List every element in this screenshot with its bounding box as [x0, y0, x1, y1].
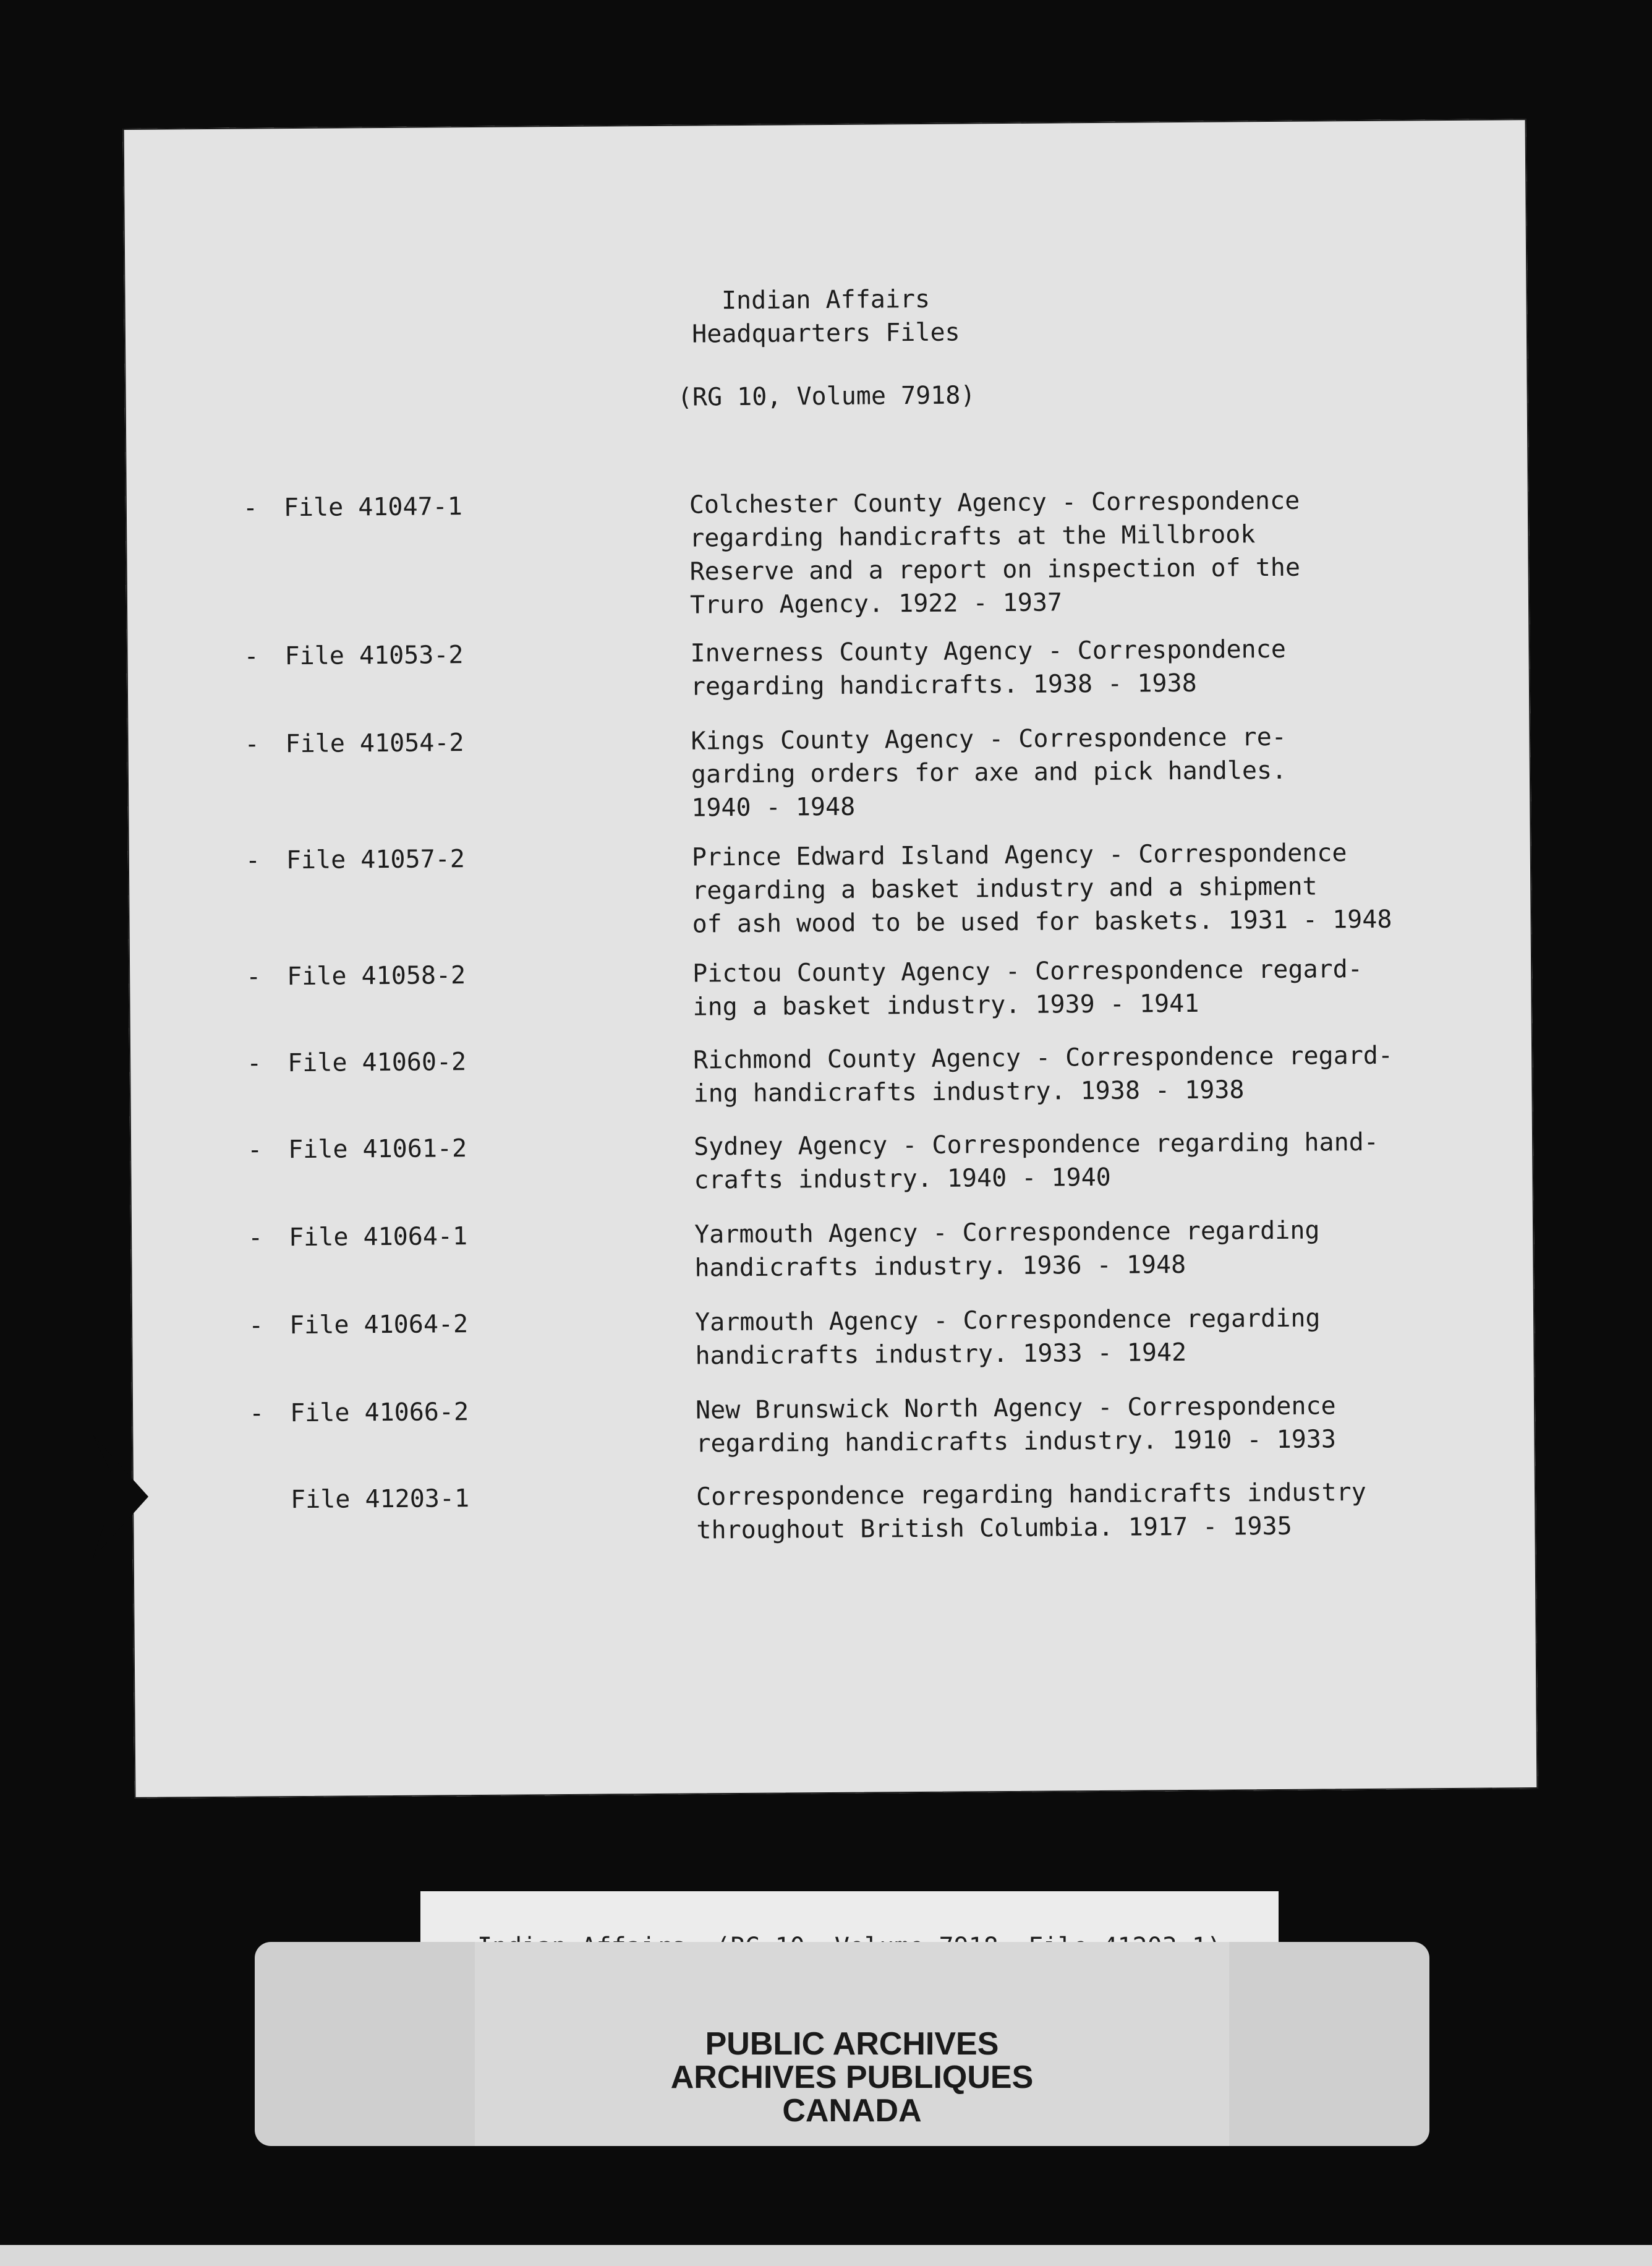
stamp-panel: [475, 1942, 1229, 2146]
entry-dash: -: [247, 1223, 263, 1252]
stamp-line-2: ARCHIVES PUBLIQUES: [670, 2059, 1034, 2095]
header-record-group: (RG 10, Volume 7918): [677, 381, 976, 412]
entry-dash: -: [247, 1049, 262, 1078]
file-description: Pictou County Agency - Correspondence regard- ing a basket industry. 1939 - 1941: [692, 954, 1363, 1022]
file-entry: [126, 631, 1530, 701]
entry-dash: -: [246, 962, 262, 991]
file-description: New Brunswick North Agency - Correspondence regarding handicrafts industry. 1910 - 1933: [695, 1392, 1337, 1458]
archives-stamp: [255, 1942, 1429, 2146]
stamp-text: [475, 2027, 1229, 2127]
stamp-line-1: PUBLIC ARCHIVES: [705, 2026, 999, 2062]
entry-dash: -: [242, 494, 258, 523]
file-number: File 41057-2: [286, 845, 466, 875]
entry-dash: -: [244, 642, 259, 671]
document-page: [123, 119, 1538, 1798]
file-number: File 41064-1: [288, 1222, 468, 1252]
file-entry-highlighted: [132, 1474, 1536, 1545]
file-description: Kings County Agency - Correspondence re- garding orders for axe and pick handles. 1940 - 1948: [691, 722, 1287, 823]
pointer-arrow-icon: [0, 1416, 161, 1577]
film-edge: [0, 2245, 1652, 2266]
file-entry: [130, 1124, 1533, 1195]
file-entry: [130, 1212, 1534, 1283]
entry-dash: -: [248, 1311, 264, 1340]
file-number: File 41203-1: [290, 1484, 470, 1515]
file-entry: [129, 1038, 1533, 1108]
file-description: Prince Edward Island Agency - Correspondence regarding a basket industry and a shipment of ash wood to be used for baskets. 1931 - 1948: [691, 839, 1392, 939]
file-entry: [132, 1388, 1535, 1458]
entry-dash: -: [249, 1399, 265, 1428]
file-description: Sydney Agency - Correspondence regarding hand- crafts industry. 1940 - 1940: [693, 1127, 1379, 1195]
file-number: File 41061-2: [287, 1134, 467, 1165]
file-entry: [131, 1300, 1535, 1370]
file-number: File 41064-2: [289, 1310, 469, 1340]
file-description: Richmond County Agency - Correspondence regard- ing handicrafts industry. 1938 - 1938: [692, 1041, 1394, 1108]
file-entry: [129, 951, 1532, 1022]
file-entry: [128, 835, 1531, 939]
document-header: [124, 278, 1528, 418]
file-description: Colchester County Agency - Correspondence regarding handicrafts at the Millbrook Reserve and a report on inspection of the Truro Agency. 1922 - 1937: [689, 486, 1301, 620]
file-number: File 41066-2: [289, 1398, 469, 1428]
file-number: File 41060-2: [287, 1048, 467, 1078]
file-number: File 41054-2: [285, 729, 464, 759]
header-subtitle: Headquarters Files: [692, 318, 960, 349]
entry-dash: -: [244, 730, 260, 759]
header-title: Indian Affairs: [721, 284, 930, 315]
file-description: Yarmouth Agency - Correspondence regarding handicrafts industry. 1936 - 1948: [694, 1216, 1320, 1283]
file-number: File 41047-1: [283, 492, 463, 523]
file-entry: [126, 482, 1529, 620]
file-number: File 41053-2: [284, 641, 464, 671]
file-number: File 41058-2: [287, 961, 466, 991]
file-description: Inverness County Agency - Correspondence regarding handicrafts. 1938 - 1938: [690, 635, 1286, 701]
entry-dash: -: [247, 1135, 263, 1165]
file-description: Yarmouth Agency - Correspondence regarding handicrafts industry. 1933 - 1942: [694, 1304, 1321, 1370]
file-description: Correspondence regarding handicrafts industry throughout British Columbia. 1917 - 1935: [696, 1477, 1366, 1545]
file-entry: [127, 719, 1530, 823]
stamp-line-3: CANADA: [782, 2093, 922, 2129]
entry-dash: -: [245, 846, 261, 875]
